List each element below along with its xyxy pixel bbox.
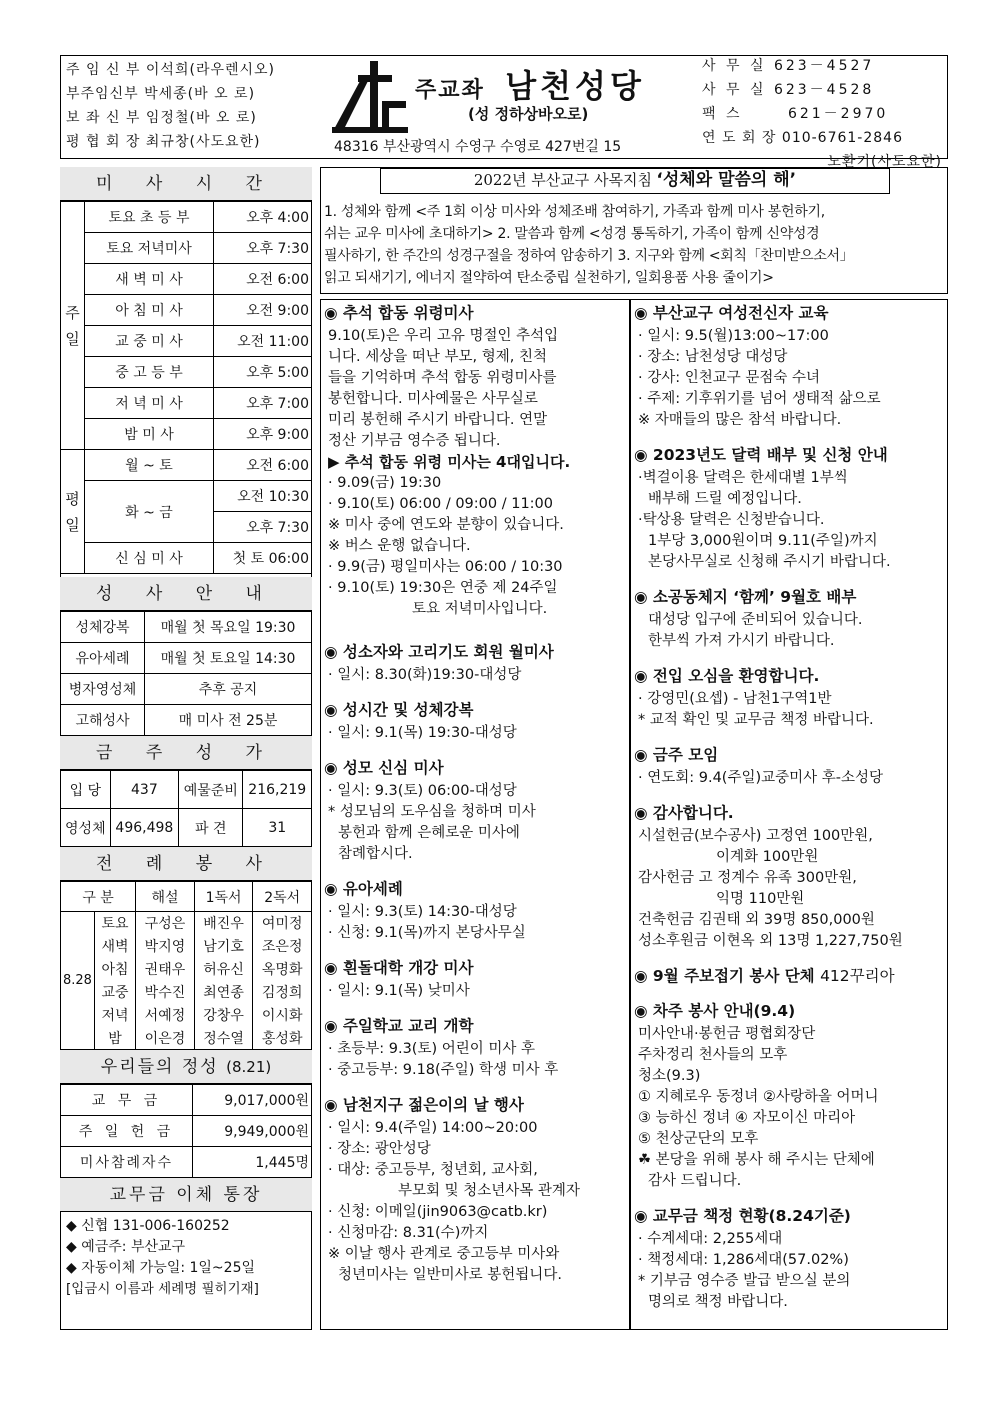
liturgy-cell: 이은경 <box>136 1027 195 1050</box>
liturgy-header: 1독서 <box>194 882 253 912</box>
hymn-title: 금 주 성 가 <box>60 736 312 770</box>
news-title: ◉ 흰돌대학 개강 미사 <box>324 959 474 977</box>
news-title: ◉ 성소자와 고리기도 회원 월미사 <box>324 643 554 661</box>
offering-date: (8.21) <box>226 1058 272 1076</box>
news-line: 청년미사는 일반미사로 봉헌됩니다. <box>338 1267 562 1283</box>
liturgy-header: 2독서 <box>253 882 312 912</box>
news-item <box>324 303 626 620</box>
news-line: 주차정리 천사들의 모후 <box>638 1047 788 1063</box>
liturgy-cell: 남기호 <box>194 935 253 958</box>
news-line: · 일시: 8.30(화)19:30-대성당 <box>328 667 522 683</box>
news-item <box>634 1206 946 1313</box>
news-line: · 장소: 남천성당 대성당 <box>638 349 788 365</box>
mass-time: 첫 토 06:00 <box>214 543 312 574</box>
news-line: · 9.10(토) 19:30은 연중 제 24주일 <box>328 580 558 596</box>
banner-line: 1. 성체와 함께 <주 1회 이상 미사와 성체조배 참여하기, 가족과 함께 미사 봉헌하기, <box>324 204 825 220</box>
news-line: ③ 능하신 정녀 ④ 자모이신 마리아 <box>638 1110 856 1126</box>
sacrament-value: 매월 첫 토요일 14:30 <box>145 643 312 674</box>
sacrament-name: 유아세례 <box>61 643 145 674</box>
banner-line: 필사하기, 한 주간의 성경구절을 정하여 암송하기 3. 지구와 함께 <회칙「찬미받으소서」 <box>324 248 854 264</box>
news-line: · 중고등부: 9.18(주일) 학생 미사 후 <box>328 1062 559 1078</box>
news-title: ◉ 성모 신심 미사 <box>324 759 444 777</box>
liturgy-cell: 밤 <box>94 1027 135 1050</box>
news-title: ◉ 전입 오심을 환영합니다. <box>634 667 820 685</box>
news-line: 1부당 3,000원이며 9.11(주일)까지 <box>648 533 878 549</box>
liturgy-cell: 서예정 <box>136 1004 195 1027</box>
news-title: ◉ 성시간 및 성체강복 <box>324 701 474 719</box>
liturgy-cell: 교중 <box>94 981 135 1004</box>
news-item <box>634 1001 946 1192</box>
news-line: 본당사무실로 신청해 주시기 바랍니다. <box>648 554 891 570</box>
mass-time: 오후 7:00 <box>214 388 312 419</box>
contact-row: 사 무 실 623－4527 <box>702 58 875 74</box>
sunday-label: 주일 <box>61 202 85 450</box>
hymn-value: 31 <box>243 809 312 847</box>
mass-name: 밤 미 사 <box>85 419 214 450</box>
news-title: ◉ 감사합니다. <box>634 804 734 822</box>
mass-name: 토요 초 등 부 <box>85 202 214 233</box>
news-item <box>324 1095 626 1286</box>
account-note: [입금시 이름과 세례명 필히기재] <box>66 1281 259 1297</box>
mass-name: 새 벽 미 사 <box>85 264 214 295</box>
contact-email-line[interactable]: · 신청: 이메일(jin9063@catb.kr) <box>328 1204 548 1220</box>
liturgy-table <box>60 881 312 1050</box>
news-line: 감사 드립니다. <box>648 1173 742 1189</box>
news-title: ◉ 추석 합동 위령미사 <box>324 304 474 322</box>
news-line: · 장소: 광안성당 <box>328 1141 431 1157</box>
news-line: 참례합시다. <box>338 846 413 862</box>
liturgy-cell: 권태우 <box>136 958 195 981</box>
news-title: ◉ 금주 모임 <box>634 746 719 764</box>
mass-time: 오전 11:00 <box>214 326 312 357</box>
mass-name: 화 ~ 금 <box>85 481 214 543</box>
news-line: 니다. 세상을 떠난 부모, 형제, 친척 <box>328 349 547 365</box>
sacrament-name: 고해성사 <box>61 705 145 736</box>
liturgy-header: 해설 <box>136 882 195 912</box>
mass-time: 오후 9:00 <box>214 419 312 450</box>
news-line: · 신청마감: 8.31(수)까지 <box>328 1225 489 1241</box>
news-line: ※ 이날 행사 관계로 중고등부 미사와 <box>328 1246 560 1262</box>
news-title: ◉ 유아세례 <box>324 880 403 898</box>
staff-row: 평 협 회 장 최규창(사도요한) <box>66 134 261 150</box>
news-line: · 9.10(토) 06:00 / 09:00 / 11:00 <box>328 496 554 512</box>
contact-row: 사 무 실 623－4528 <box>702 82 875 98</box>
news-line: 건축헌금 김권태 외 39명 850,000원 <box>638 912 875 928</box>
offering-name: 주 일 헌 금 <box>61 1116 193 1147</box>
news-line: 청소(9.3) <box>638 1068 701 1084</box>
contact-list <box>702 54 944 174</box>
news-line: · 책정세대: 1,286세대(57.02%) <box>638 1252 849 1268</box>
parish-name: 남천성당 <box>505 67 645 105</box>
news-line: 익명 110만원 <box>716 891 805 907</box>
news-item <box>634 745 946 789</box>
offering-name: 미사참례자수 <box>61 1147 193 1178</box>
hymn-value: 216,219 <box>243 771 312 809</box>
mass-time: 오전 6:00 <box>214 450 312 481</box>
liturgy-cell: 김정희 <box>253 981 312 1004</box>
news-column-1 <box>324 303 626 1300</box>
news-line: · 연도회: 9.4(주일)교중미사 후-소성당 <box>638 770 884 786</box>
mass-time: 오전 10:30 <box>214 481 312 512</box>
news-line: * 교적 확인 및 교무금 책정 바랍니다. <box>638 712 874 728</box>
banner-line: 읽고 되새기기, 에너지 절약하여 탄소중립 실천하기, 일회용품 사용 줄이기> <box>324 270 774 286</box>
news-line: 성소후원금 이현옥 외 13명 1,227,750원 <box>638 933 903 949</box>
offering-name: 교 무 금 <box>61 1085 193 1116</box>
sacrament-value: 추후 공지 <box>145 674 312 705</box>
news-line: 정산 기부금 영수증 됩니다. <box>328 433 501 449</box>
news-line: ※ 미사 중에 연도와 분향이 있습니다. <box>328 517 564 533</box>
news-item <box>634 966 946 987</box>
news-line: 봉헌합니다. 미사예물은 사무실로 <box>328 391 538 407</box>
news-line: · 일시: 9.1(목) 낮미사 <box>328 983 470 999</box>
mass-section <box>60 167 312 1304</box>
news-line: 9.10(토)은 우리 고유 명절인 추석입 <box>328 328 559 344</box>
bulletin-page <box>60 55 948 1330</box>
news-line: 미리 봉헌해 주시기 바랍니다. 연말 <box>328 412 548 428</box>
mass-time: 오전 9:00 <box>214 295 312 326</box>
news-line: 시설헌금(보수공사) 고정연 100만원, <box>638 828 873 844</box>
news-line: ① 지혜로우 동정녀 ②사랑하올 어머니 <box>638 1089 879 1105</box>
sacrament-title: 성 사 안 내 <box>60 577 312 611</box>
news-title: ◉ 9월 주보접기 봉사 단체 412꾸리아 <box>634 967 895 985</box>
news-item <box>634 803 946 952</box>
offering-value: 9,017,000원 <box>193 1085 312 1116</box>
liturgy-cell: 새벽 <box>94 935 135 958</box>
account-line: ◆ 신협 131-006-160252 <box>66 1218 230 1234</box>
liturgy-cell: 토요 <box>94 912 135 935</box>
liturgy-cell: 강창우 <box>194 1004 253 1027</box>
mass-time: 오전 6:00 <box>214 264 312 295</box>
news-line: · 강사: 인천교구 문점숙 수녀 <box>638 370 821 386</box>
news-line: ☘ 본당을 위해 봉사 해 주시는 단체에 <box>638 1152 875 1168</box>
offering-title <box>60 1050 312 1084</box>
news-item <box>324 642 626 686</box>
hymn-value: 496,498 <box>110 809 179 847</box>
news-line: ▶ 추석 합동 위령 미사는 4대입니다. <box>328 453 571 471</box>
news-line: · 수계세대: 2,255세대 <box>638 1231 783 1247</box>
news-title: ◉ 부산교구 여성전신자 교육 <box>634 304 829 322</box>
news-line: * 성모님의 도우심을 청하며 미사 <box>328 804 536 820</box>
liturgy-cell: 옥명화 <box>253 958 312 981</box>
news-title: ◉ 소공동체지 ‘함께’ 9월호 배부 <box>634 588 857 606</box>
account-title: 교무금 이체 통장 <box>60 1178 312 1212</box>
liturgy-cell: 저녁 <box>94 1004 135 1027</box>
mass-name: 아 침 미 사 <box>85 295 214 326</box>
news-item <box>634 445 946 573</box>
news-line: 한부씩 가져 가시기 바랍니다. <box>648 633 835 649</box>
account-info <box>60 1212 312 1304</box>
liturgy-cell: 구성은 <box>136 912 195 935</box>
news-item <box>324 958 626 1002</box>
hymn-value: 437 <box>110 771 179 809</box>
liturgy-cell: 조은정 <box>253 935 312 958</box>
staff-row: 주 임 신 부 이석희(라우렌시오) <box>66 62 276 78</box>
news-line: 배부해 드릴 예정입니다. <box>648 491 802 507</box>
mass-time: 오후 5:00 <box>214 357 312 388</box>
news-item <box>634 303 946 431</box>
news-title: ◉ 2023년도 달력 배부 및 신청 안내 <box>634 446 888 464</box>
patron-saint: (성 정하상바오로) <box>468 105 589 123</box>
staff-list <box>66 58 275 154</box>
mass-time: 오후 4:00 <box>214 202 312 233</box>
liturgy-cell: 박수진 <box>136 981 195 1004</box>
news-line: 명의로 책정 바랍니다. <box>648 1294 788 1310</box>
news-title: ◉ 교무금 책정 현황(8.24기준) <box>634 1207 851 1225</box>
hymn-table <box>60 770 312 847</box>
news-title: ◉ 남천지구 젊은이의 날 행사 <box>324 1096 524 1114</box>
liturgy-cell: 이시화 <box>253 1004 312 1027</box>
mass-name: 토요 저녁미사 <box>85 233 214 264</box>
liturgy-cell: 허유신 <box>194 958 253 981</box>
news-line: * 기부금 영수증 발급 받으실 분의 <box>638 1273 851 1289</box>
weekday-label: 평일 <box>61 450 85 574</box>
mass-table <box>60 201 312 574</box>
news-item <box>634 666 946 731</box>
offering-value: 1,445명 <box>193 1147 312 1178</box>
news-column-2 <box>634 303 946 1327</box>
news-line: 대성당 입구에 준비되어 있습니다. <box>648 612 863 628</box>
banner-year-text: 2022년 부산교구 사목지침 <box>473 171 652 189</box>
news-line: · 초등부: 9.3(토) 어린이 미사 후 <box>328 1041 535 1057</box>
news-line: · 9.9(금) 평일미사는 06:00 / 10:30 <box>328 559 563 575</box>
staff-row: 보 좌 신 부 임정철(바 오 로) <box>66 110 257 126</box>
offering-table <box>60 1084 312 1178</box>
sacrament-name: 병자영성체 <box>61 674 145 705</box>
banner-title <box>380 168 890 194</box>
news-line: ※ 버스 운행 없습니다. <box>328 538 471 554</box>
liturgy-cell: 최연종 <box>194 981 253 1004</box>
liturgy-cell: 아침 <box>94 958 135 981</box>
offering-value: 9,949,000원 <box>193 1116 312 1147</box>
news-line: ※ 자매들의 많은 참석 바랍니다. <box>638 412 842 428</box>
hymn-label: 입 당 <box>61 771 111 809</box>
news-item <box>324 879 626 944</box>
account-line: ◆ 예금주: 부산교구 <box>66 1239 186 1255</box>
news-line: ·벽걸이용 달력은 한세대별 1부씩 <box>638 470 848 486</box>
news-line: 이계화 100만원 <box>716 849 819 865</box>
news-item <box>634 587 946 652</box>
hymn-label: 영성체 <box>61 809 111 847</box>
news-line: · 9.09(금) 19:30 <box>328 475 442 491</box>
diocese-label: 주교좌 <box>415 78 485 103</box>
mass-name: 저 녁 미 사 <box>85 388 214 419</box>
news-line: 토요 저녁미사입니다. <box>412 601 548 617</box>
news-line: 부모회 및 청소년사목 관계자 <box>398 1183 580 1199</box>
sacrament-value: 매월 첫 목요일 19:30 <box>145 612 312 643</box>
news-item <box>324 758 626 865</box>
news-line: ⑤ 천상군단의 모후 <box>638 1131 759 1147</box>
news-line: 들을 기억하며 추석 합동 위령미사를 <box>328 370 557 386</box>
account-line: ◆ 자동이체 가능일: 1일~25일 <box>66 1260 256 1276</box>
news-line: · 신청: 9.1(목)까지 본당사무실 <box>328 925 526 941</box>
mass-name: 월 ~ 토 <box>85 450 214 481</box>
news-line: · 일시: 9.1(목) 19:30-대성당 <box>328 725 517 741</box>
sacrament-name: 성체강복 <box>61 612 145 643</box>
hymn-label: 예물준비 <box>179 771 243 809</box>
parish-address: 48316 부산광역시 수영구 수영로 427번길 15 <box>334 139 622 155</box>
contact-row: 팩 스 621－2970 <box>702 106 889 122</box>
mass-time: 오후 7:30 <box>214 512 312 543</box>
news-line: · 강영민(요셉) - 남천1구역1반 <box>638 691 832 707</box>
liturgy-cell: 박지영 <box>136 935 195 958</box>
news-line: · 주제: 기후위기를 넘어 생태적 삶으로 <box>638 391 881 407</box>
news-line: · 일시: 9.3(토) 06:00-대성당 <box>328 783 517 799</box>
news-title: ◉ 차주 봉사 안내(9.4) <box>634 1002 796 1020</box>
mass-time: 오후 7:30 <box>214 233 312 264</box>
mass-name: 신 심 미 사 <box>85 543 214 574</box>
news-title: ◉ 주일학교 교리 개학 <box>324 1017 474 1035</box>
banner-motto: ‘성체와 말씀의 해’ <box>656 170 797 190</box>
news-line: 감사헌금 고 정계수 유족 300만원, <box>638 870 857 886</box>
news-line: 미사안내·봉헌금 평협회장단 <box>638 1026 816 1042</box>
news-line: · 일시: 9.4(주일) 14:00~20:00 <box>328 1120 538 1136</box>
news-line: · 일시: 9.3(토) 14:30-대성당 <box>328 904 517 920</box>
news-line: ·탁상용 달력은 신청받습니다. <box>638 512 825 528</box>
banner-text <box>324 201 944 289</box>
liturgy-cell: 홍성화 <box>253 1027 312 1050</box>
mass-title: 미 사 시 간 <box>60 167 312 201</box>
parish-logo-icon <box>330 61 410 135</box>
mass-name: 중 고 등 부 <box>85 357 214 388</box>
news-line: 봉헌과 함께 은혜로운 미사에 <box>338 825 520 841</box>
offering-title-text: 우리들의 정성 <box>100 1057 219 1077</box>
sacrament-table <box>60 611 312 736</box>
contact-row: 노환기(사도요한) <box>827 154 942 170</box>
banner-line: 쉬는 교우 미사에 초대하기> 2. 말씀과 함께 <성경 통독하기, 가족이 함께 신약성경 <box>324 226 820 242</box>
news-item <box>324 700 626 744</box>
news-extra: 412꾸리아 <box>820 967 895 985</box>
liturgy-date: 8.28 <box>61 912 95 1050</box>
liturgy-title: 전 례 봉 사 <box>60 847 312 881</box>
liturgy-cell: 배진우 <box>194 912 253 935</box>
contact-row: 연 도 회 장 010-6761-2846 <box>702 130 903 146</box>
staff-row: 부주임신부 박세종(바 오 로) <box>66 86 256 102</box>
hymn-label: 파 견 <box>179 809 243 847</box>
news-line: · 일시: 9.5(월)13:00~17:00 <box>638 328 829 344</box>
parish-name-block <box>415 61 705 107</box>
mass-name: 교 중 미 사 <box>85 326 214 357</box>
liturgy-cell: 여미정 <box>253 912 312 935</box>
liturgy-cell: 정수열 <box>194 1027 253 1050</box>
sacrament-value: 매 미사 전 25분 <box>145 705 312 736</box>
liturgy-header: 구 분 <box>61 882 136 912</box>
news-item <box>324 1016 626 1081</box>
column-divider <box>629 299 631 1330</box>
news-line: · 대상: 중고등부, 청년회, 교사회, <box>328 1162 538 1178</box>
